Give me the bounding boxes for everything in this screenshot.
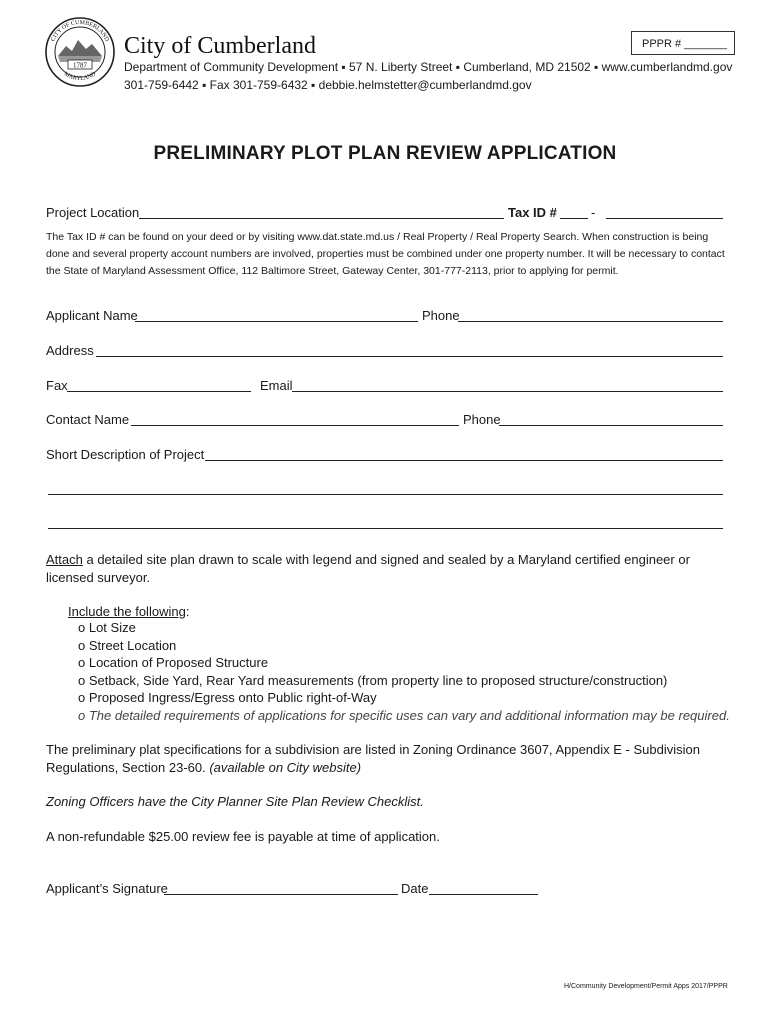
applicant-name-label: Applicant Name <box>46 308 138 323</box>
footer-file-path: H/Community Development/Permit Apps 2017/PPPR <box>564 983 728 990</box>
short-description-label: Short Description of Project <box>46 447 205 462</box>
department-address-line: Department of Community Development ▪ 57 N. Liberty Street ▪ Cumberland, MD 21502 ▪ www.cumberlandmd.gov <box>124 60 733 74</box>
applicant-name-field[interactable] <box>135 321 418 322</box>
signature-label: Applicant’s Signature <box>46 881 168 896</box>
contact-name-field[interactable] <box>131 425 459 426</box>
attach-instructions <box>46 551 736 587</box>
seal-year: 1787 <box>73 61 87 70</box>
tax-id-label: Tax ID # <box>508 205 557 220</box>
tax-id-field-part1[interactable] <box>560 218 588 219</box>
email-field[interactable] <box>292 391 723 392</box>
short-description-field-line-3[interactable] <box>48 528 723 529</box>
list-item: o Location of Proposed Structure <box>78 655 269 670</box>
address-label: Address <box>46 343 94 358</box>
attach-word: Attach <box>46 552 83 567</box>
project-location-field[interactable] <box>139 218 504 219</box>
attach-text: a detailed site plan drawn to scale with legend and signed and sealed by a Maryland certified engineer or licensed surveyor. <box>46 552 690 585</box>
email-label: Email <box>260 378 293 393</box>
contact-phone-label: Phone <box>463 412 501 427</box>
include-heading-text: Include the following <box>68 604 186 619</box>
applicant-phone-label: Phone <box>422 308 460 323</box>
contact-name-label: Contact Name <box>46 412 130 427</box>
date-field[interactable] <box>429 894 538 895</box>
include-list <box>78 619 730 724</box>
list-item: o Street Location <box>78 637 177 653</box>
list-item: o Setback, Side Yard, Rear Yard measurements (from property line to proposed structure/construction) <box>78 672 668 688</box>
short-description-field-line-1[interactable] <box>205 460 723 461</box>
page-title: PRELIMINARY PLOT PLAN REVIEW APPLICATION <box>153 143 617 164</box>
address-field[interactable] <box>96 356 723 357</box>
city-seal-logo <box>44 16 116 88</box>
pppr-number-box[interactable]: PPPR # _______ <box>631 31 735 55</box>
zoning-note: Zoning Officers have the City Planner Site Plan Review Checklist. <box>46 794 424 809</box>
seal-bottom-text: MARYLAND <box>62 71 98 83</box>
list-item: o Lot Size <box>78 620 136 635</box>
short-description-field-line-2[interactable] <box>48 494 723 495</box>
applicant-phone-field[interactable] <box>458 321 723 322</box>
city-name: City of Cumberland <box>124 33 316 59</box>
svg-text:CITY OF CUMBERLAND <box>50 20 110 43</box>
list-item: o Proposed Ingress/Egress onto Public right-of-Way <box>78 690 377 705</box>
tax-id-field-part2[interactable] <box>606 218 723 219</box>
project-location-label: Project Location <box>46 205 140 220</box>
fax-field[interactable] <box>67 391 251 392</box>
include-heading-colon: : <box>185 604 190 619</box>
tax-id-separator: - <box>591 205 596 220</box>
fee-note: A non-refundable $25.00 review fee is payable at time of application. <box>46 829 440 844</box>
subdivision-italic: (available on City website) <box>209 760 362 775</box>
contact-phone-field[interactable] <box>499 425 723 426</box>
subdivision-note <box>46 741 726 777</box>
date-label: Date <box>401 881 429 896</box>
tax-id-note: The Tax ID # can be found on your deed or by visiting www.dat.state.md.us / Real Property / Real Property Search. When construction is being done and several property account numbers are involved, properties must be combined under one property number. It will be necessary to contact the State of Maryland Assessment Office, 112 Baltimore Street, Gateway Center, 301-777-2113, prior to applying for permit. <box>46 231 725 277</box>
contact-info-line: 301-759-6442 ▪ Fax 301-759-6432 ▪ debbie.helmstetter@cumberlandmd.gov <box>124 78 532 92</box>
subdivision-text: The preliminary plat specifications for a subdivision are listed in Zoning Ordinance 3607, Appendix E - Subdivision Regulations, Section 23-60. <box>46 742 700 775</box>
seal-top-text: CITY OF CUMBERLAND <box>50 19 110 43</box>
svg-text:MARYLAND <box>63 71 98 82</box>
fax-label: Fax <box>46 378 68 393</box>
signature-field[interactable] <box>164 894 398 895</box>
list-item: o The detailed requirements of applications for specific uses can vary and additional information may be required. <box>78 707 730 723</box>
